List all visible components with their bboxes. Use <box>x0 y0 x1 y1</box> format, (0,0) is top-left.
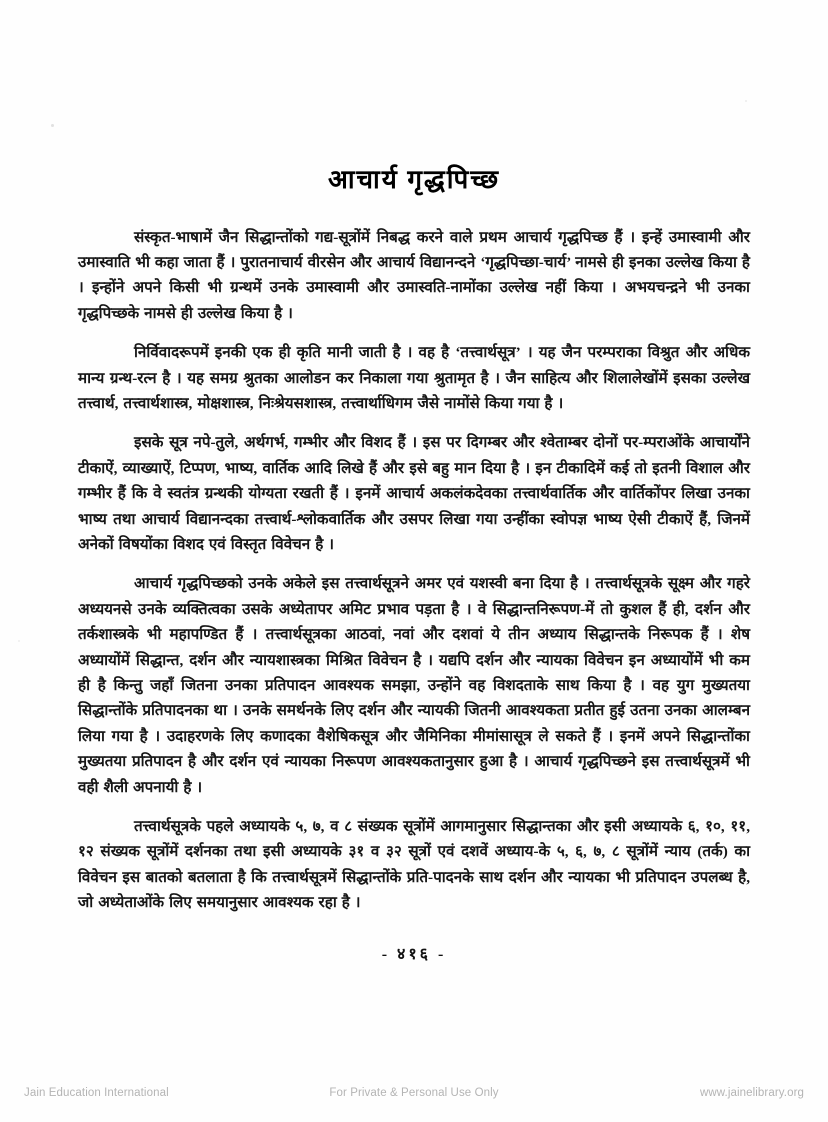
footer-website-link[interactable]: www.jainelibrary.org <box>699 1087 804 1099</box>
scan-speck-icon <box>18 640 20 642</box>
emphasised-term: ‘तत्त्वार्थसूत्र’ <box>455 344 521 362</box>
paragraph-4 <box>78 571 750 800</box>
paragraph-1 <box>78 225 750 327</box>
page-title: आचार्य गृद्धपिच्छ <box>327 165 501 194</box>
text-run: संस्कृत-भाषामें जैन सिद्धान्तोंको गद्य-सूत्रोंमें निबद्ध करने वाले प्रथम आचार्य गृद्धपिच्छ हैं । इन्हें उमास्वामी और उमास्वाति भी कहा जाता हैं । पुरातनाचार्य वीरसेन और आचार्य विद्यानन्दने ‘गृद्धपिच्छा-चार्य’ नामसे ही इनका उल्लेख किया है । इन्होंने अपने किसी भी ग्रन्थमें उनके उमास्वामी और उमास्वति-नामोंका उल्लेख नहीं किया । अभयचन्द्रने भी उनका गृद्धपिच्छके नामसे ही उल्लेख किया है । <box>78 228 750 322</box>
footer-usage-notice: For Private & Personal Use Only <box>329 1087 499 1099</box>
page-footer <box>0 1084 828 1102</box>
scan-speck-icon <box>51 124 54 127</box>
text-run: इसके सूत्र नपे-तुले, अर्थगर्भ, गम्भीर और विशद हैं । इस पर दिगम्बर और श्वेताम्बर दोनों पर-म्पराओंके आचार्योंने टीकाऐं, व्याख्याऐं, टिप्पण, भाष्य, वार्तिक आदि लिखे हैं और इसे बहु मान दिया है । इन टीकादिमें कई तो इतनी विशाल और गम्भीर हैं कि वे स्वतंत्र ग्रन्थकी योग्यता रखती हैं । इनमें आचार्य अकलंकदेवका तत्त्वार्थवार्तिक और वार्तिकोंपर लिखा उनका भाष्य तथा आचार्य विद्यानन्दका तत्त्वार्थ-श्लोकवार्तिक और उसपर लिखा गया उन्हींका स्वोपज्ञ भाष्य ऐसी टीकाऐं हैं, जिनमें अनेकों विषयोंका विशद एवं विस्तृत विवेचन है । <box>78 434 750 553</box>
page-number: - ४१६ - <box>381 945 447 963</box>
paragraph-3 <box>78 430 750 557</box>
text-run: । यह जैन परम्पराका विश्रुत और अधिक मान्य ग्रन्थ-रत्न है । यह समग्र श्रुतका आलोडन कर निकाला गया श्रुतामृत है । जैन साहित्य और शिलालेखोंमें इसका उल्लेख तत्त्वार्थ, तत्त्वार्थशास्त्र, मोक्षशास्त्र, निःश्रेयसशास्त्र, तत्त्वार्थाधिगम जैसे नामोंसे किया गया है । <box>78 344 750 412</box>
text-run: तत्त्वार्थसूत्रके पहले अध्यायके ५, ७, व ८ संख्यक सूत्रोंमें आगमानुसार सिद्धान्तका और इसी अध्यायके ६, १०, ११, १२ संख्यक सूत्रोंमें दर्शनका तथा इसी अध्यायके ३१ व ३२ सूत्रों एवं दशवें अध्याय-के ५, ६, ७, ८ सूत्रोंमें न्याय (तर्क) का विवेचन इस बातको बतलाता है कि तत्त्वार्थसूत्रमें सिद्धान्तोंके प्रति-पादनके साथ दर्शन और न्यायका भी प्रतिपादन उपलब्ध है, जो अध्येताओंके लिए समयानुसार आवश्यक रहा है । <box>78 818 750 912</box>
body-text <box>78 225 750 916</box>
page-content <box>78 0 750 964</box>
footer-organization: Jain Education International <box>24 1087 169 1099</box>
paragraph-5 <box>78 814 750 916</box>
paragraph-2 <box>78 340 750 416</box>
text-run: निर्विवादरूपमें इनकी एक ही कृति मानी जाती है । वह है <box>134 344 456 362</box>
text-run: आचार्य गृद्धपिच्छको उनके अकेले इस तत्त्वार्थसूत्रने अमर एवं यशस्वी बना दिया है । तत्त्वार्थसूत्रके सूक्ष्म और गहरे अध्ययनसे उनके व्यक्तित्वका उसके अध्येतापर अमिट प्रभाव पड़ता है । वे सिद्धान्तनिरूपण-में तो कुशल हैं ही, दर्शन और तर्कशास्त्रके भी महापण्डित हैं । तत्त्वार्थसूत्रका आठवां, नवां और दशवां ये तीन अध्याय सिद्धान्तके निरूपक हैं । शेष अध्यायोंमें सिद्धान्त, दर्शन और न्यायशास्त्रका मिश्रित विवेचन है । यद्यपि दर्शन और न्यायका विवेचन इन अध्यायोंमें भी कम ही है किन्तु जहाँ जितना उनका प्रतिपादन आवश्यक समझा, उन्होंने वह विशदताके साथ किया है । वह युग मुख्यतया सिद्धान्तोंके प्रतिपादनका था । उनके समर्थनके लिए दर्शन और न्यायकी जितनी आवश्यकता प्रतीत हुई उतना उनका आलम्बन लिया गया है । उदाहरणके लिए कणादका वैशेषिकसूत्र और जैमिनिका मीमांसासूत्र ले सकते हैं । इनमें अपने सिद्धान्तोंका मुख्यतया प्रतिपादन है और दर्शन एवं न्यायका निरूपण आवश्यकतानुसार हुआ है । आचार्य गृद्धपिच्छने इस तत्त्वार्थसूत्रमें भी वही शैली अपनायी है । <box>78 575 750 796</box>
